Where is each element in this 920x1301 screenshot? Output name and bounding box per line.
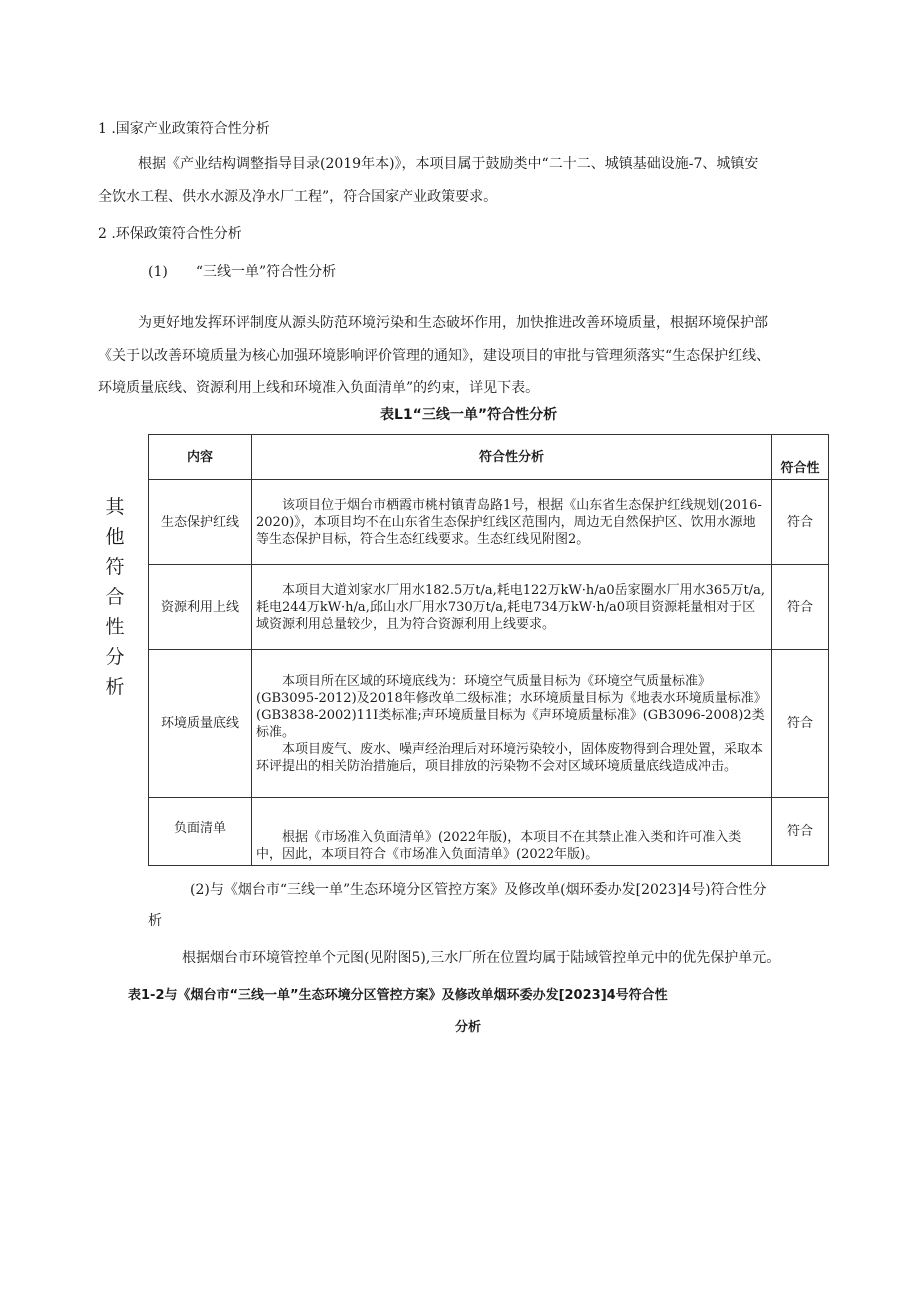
row-result: 符合: [772, 798, 829, 866]
row-item: 资源利用上线: [149, 565, 252, 650]
section1-line2: 全饮水工程、供水水源及净水厂工程”，符合国家产业政策要求。: [98, 189, 498, 205]
row-analysis-text: 本项目所在区域的环境底线为：环境空气质量目标为《环境空气质量标准》(GB3095-2012)及2018年修改单二级标准；水环境质量目标为《地表水环境质量标准》(GB3838-2002)11I类标准;声环境质量目标为《声环境质量标准》(GB3096-2008)2类标准。: [256, 673, 767, 740]
row-result: 符合: [772, 565, 829, 650]
side-char: 析: [105, 676, 125, 698]
side-char: 符: [105, 556, 125, 578]
table1-caption: 表L1“三线一单”符合性分析: [380, 407, 558, 423]
section1-heading: 1 .国家产业政策符合性分析: [98, 121, 270, 137]
table-header-row: [149, 435, 829, 480]
section2-para1: 为更好地发挥环评制度从源头防范环境污染和生态破坏作用，加快推进改善环境质量，根据环境保护部: [138, 315, 768, 331]
row-analysis: [252, 480, 772, 565]
row-analysis-text: 本项目废气、废水、噪声经治理后对环境污染较小，固体废物得到合理处置，采取本环评提出的相关防治措施后，项目排放的污染物不会对区域环境质量底线造成冲击。: [256, 741, 764, 774]
row-item: 负面清单: [149, 798, 252, 866]
row-result: 符合: [772, 650, 829, 798]
table-three-lines-one-list: [148, 434, 829, 866]
row-analysis: [252, 798, 772, 866]
side-char: 性: [105, 616, 125, 638]
table-row: [149, 650, 829, 798]
section1-line1: 根据《产业结构调整指导目录(2019年本)》，本项目属于鼓励类中“二十二、城镇基础设施-7、城镇安: [138, 156, 759, 172]
table-row: [149, 480, 829, 565]
side-char: 分: [105, 646, 125, 668]
side-char: 他: [105, 526, 125, 548]
table2-caption-line1: 表1-2与《烟台市“三线一单”生态环境分区管控方案》及修改单烟环委办发[2023]4号符合性: [128, 988, 668, 1003]
section2-para2: 《关于以改善环境质量为核心加强环境影响评价管理的通知》，建设项目的审批与管理须落实“生态保护红线、: [98, 348, 771, 364]
side-char: 其: [105, 496, 125, 518]
row-analysis: [252, 650, 772, 798]
sub2-line2: 析: [148, 913, 162, 929]
section2-sub1: (1) “三线一单”符合性分析: [148, 264, 337, 280]
header-result: 符合性: [772, 435, 829, 480]
row-analysis: [252, 565, 772, 650]
row-analysis-text: 本项目大道刘家水厂用水182.5万t/a,耗电122万kW·h/a0岳家圈水厂用水365万t/a,耗电244万kW·h/a,邱山水厂用水730万t/a,耗电734万kW·h/a0项目资源耗量相对于区域资源利用总量较少，且为符合资源利用上线要求。: [256, 582, 765, 632]
sub2-para: 根据烟台市环境管控单个元图(见附图5),三水厂所在位置均属于陆域管控单元中的优先保护单元。: [182, 950, 781, 966]
table-row: [149, 565, 829, 650]
table-row: [149, 798, 829, 866]
sub2-line1: (2)与《烟台市“三线一单”生态环境分区管控方案》及修改单(烟环委办发[2023]4号)符合性分: [190, 882, 767, 898]
side-char: 合: [105, 586, 125, 608]
row-analysis-text: 该项目位于烟台市栖霞市桃村镇青岛路1号，根据《山东省生态保护红线规划(2016-2020)》，本项目均不在山东省生态保护红线区范围内，周边无自然保护区、饮用水源地等生态保护目标，符合生态红线要求。生态红线见附图2。: [256, 497, 762, 547]
header-analysis: 符合性分析: [252, 435, 772, 480]
header-content: 内容: [149, 435, 252, 480]
row-item: 环境质量底线: [149, 650, 252, 798]
row-item: 生态保护红线: [149, 480, 252, 565]
row-result: 符合: [772, 480, 829, 565]
side-annotation: [100, 492, 130, 702]
table2-caption-line2: 分析: [455, 1020, 482, 1035]
section2-heading: 2 .环保政策符合性分析: [98, 226, 242, 242]
section2-para3: 环境质量底线、资源利用上线和环境准入负面清单”的约束，详见下表。: [98, 380, 540, 396]
row-analysis-text: 根据《市场准入负面清单》(2022年版)，本项目不在其禁止准入类和许可准入类中，因此，本项目符合《市场准入负面清单》(2022年版)。: [256, 830, 742, 862]
